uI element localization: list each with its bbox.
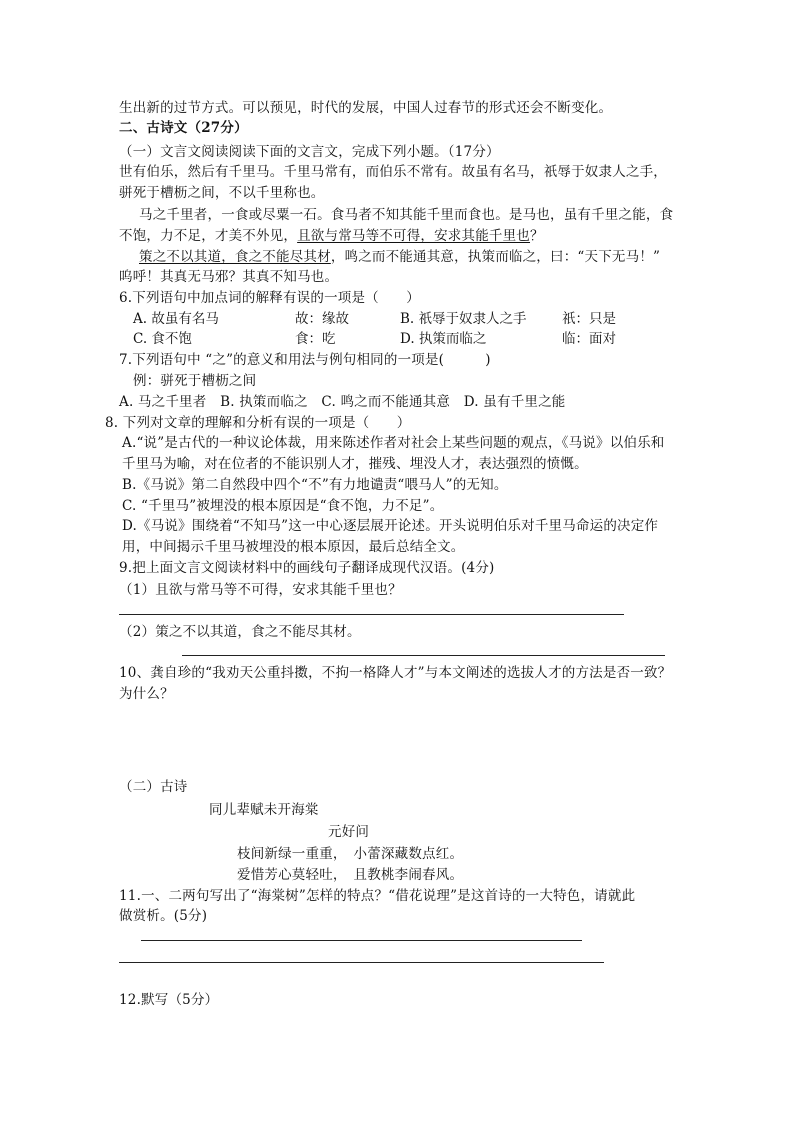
sub-question: （2）策之不以其道，食之不能尽其材。 (119, 624, 361, 640)
option: 用，中间揭示千里马被埋没的根本原因，最后总结全文。 (122, 539, 465, 555)
underlined-sentence: 且欲与常马等不可得，安求其能千里也 (297, 228, 531, 244)
option: A. 故虽有名马 (133, 311, 219, 327)
subsection-heading: （一）文言文阅读阅读下面的文言文，完成下列小题。（17分） (119, 144, 500, 160)
question-6: 6.下列语句中加点词的解释有误的一项是（ ） (119, 290, 420, 306)
option: B. 祇辱于奴隶人之手 (400, 311, 527, 327)
option-gloss: 故：缘故 (295, 311, 349, 327)
option: 千里马为喻，对在位者的不能识别人才，摧残、埋没人才，表达强烈的愤慨。 (122, 456, 588, 472)
question-12: 12.默写（5分） (119, 992, 219, 1008)
option: D. 执策而临之 (400, 331, 487, 347)
option: D.《马说》围绕着“不知马”这一中心逐层展开论述。开头说明伯乐对千里马命运的决定作 (122, 518, 659, 534)
question-9: 9.把上面文言文阅读材料中的画线句子翻译成现代汉语。(4分) (119, 560, 495, 576)
answer-line (141, 940, 582, 941)
example-line: 例：骈死于槽枥之间 (133, 373, 257, 389)
text-line: 做赏析。(5分) (119, 908, 208, 924)
question-11: 11.一、二两句写出了“海棠树”怎样的特点？“借花说理”是这首诗的一大特色，请就此 (119, 888, 636, 904)
answer-line (182, 655, 665, 656)
text-line: 生出新的过节方式。可以预见，时代的发展，中国人过春节的形式还会不断变化。 (119, 100, 613, 116)
option-gloss: 祇：只是 (562, 311, 616, 327)
text-span: ？ (530, 228, 544, 244)
underlined-sentence: 策之不以其道，食之不能尽其材 (139, 249, 331, 265)
text-line: 为什么？ (119, 686, 174, 702)
text-span: ，鸣之而不能通其意，执策而临之，曰：“天下无马！” (330, 249, 661, 265)
text-span: 不饱，力不足，才美不外见， (119, 228, 298, 244)
option-gloss: 临：面对 (562, 331, 616, 347)
text-line (139, 248, 660, 266)
subsection-heading: （二）古诗 (119, 779, 188, 795)
section-heading: 二、古诗文（27分） (119, 120, 248, 136)
option: C. 食不饱 (133, 331, 192, 347)
option: C. “千里马”被埋没的根本原因是“食不饱，力不足”。 (122, 498, 444, 514)
option-gloss: 食：吃 (295, 331, 336, 347)
poem-author: 元好问 (328, 824, 370, 840)
text-line: 世有伯乐，然后有千里马。千里马常有，而伯乐不常有。故虽有名马，祇辱于奴隶人之手， (119, 164, 667, 180)
poem-line: 爱惜芳心莫轻吐， 且教桃李闹春风。 (237, 867, 464, 883)
answer-line (119, 614, 624, 615)
question-7: 7.下列语句中 “之”的意义和用法与例句相同的一项是( ) (119, 352, 491, 368)
sub-question: （1）且欲与常马等不可得，安求其能千里也？ (119, 582, 402, 598)
options-line: A. 马之千里者 B. 执策而临之 C. 鸣之而不能通其意 D. 虽有千里之能 (119, 394, 566, 410)
text-line (119, 227, 544, 245)
text-line: 马之千里者，一食或尽粟一石。食马者不知其能千里而食也。是马也，虽有千里之能，食 (139, 207, 674, 223)
poem-line: 枝间新绿一重重， 小蕾深藏数点红。 (237, 846, 464, 862)
text-line: 呜呼！其真无马邪？其真不知马也。 (119, 269, 339, 285)
question-10: 10、龚自珍的“我劝天公重抖擞，不拘一格降人才”与本文阐述的选拔人才的方法是否一致？ (119, 665, 672, 681)
answer-line (119, 962, 604, 963)
option: B.《马说》第二自然段中四个“不”有力地谴责“喂马人”的无知。 (122, 477, 508, 493)
option: A.“说”是古代的一种议论体裁，用来陈述作者对社会上某些问题的观点，《马说》以伯乐和 (122, 435, 665, 451)
question-8: 8. 下列对文章的理解和分析有误的一项是（ ） (105, 415, 411, 431)
text-line: 骈死于槽枥之间，不以千里称也。 (119, 185, 325, 201)
poem-title: 同儿辈赋未开海棠 (209, 802, 319, 818)
